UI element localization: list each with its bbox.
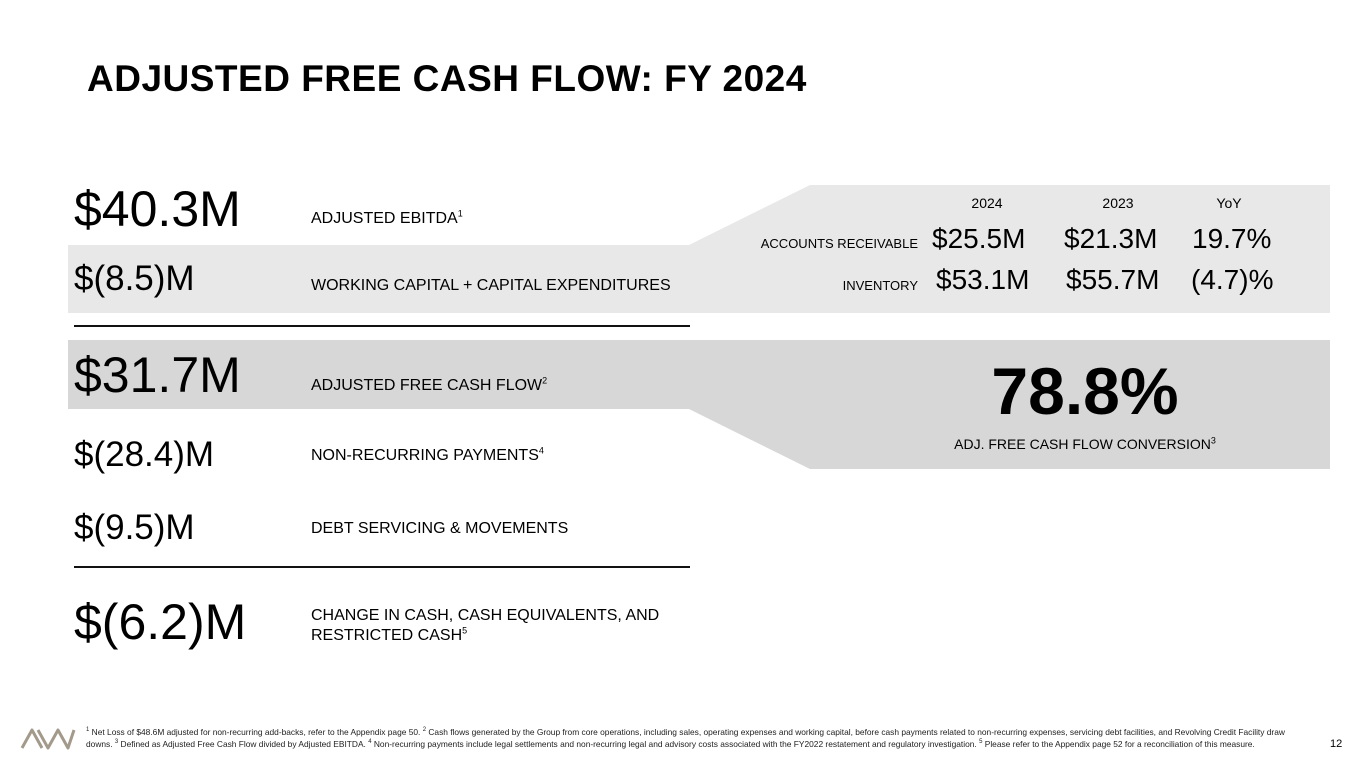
- conversion-percentage: 78.8%: [991, 354, 1179, 428]
- divider-line: [74, 566, 690, 568]
- accounts-receivable-2023: $21.3M: [1064, 223, 1158, 254]
- table-header-yoy: YoY: [1216, 195, 1242, 211]
- non-recurring-payments-label: NON-RECURRING PAYMENTS$^4$: [311, 445, 544, 464]
- accounts-receivable-2024: $25.5M: [932, 223, 1026, 254]
- footnote-text: $^1$ Net Loss of $48.6M adjusted for non-recurring add-backs, refer to the Appendix page 50. $^2$ Cash flows generated by the Group from core operations, including sales, operating expenses and working capital, before cash payments related to non-recurring expenses, servicing debt facilities, and Revolving Credit Facility draw downs. $^3$ Defined as Adjusted Free Cash Flow divided by Adjusted EBITDA. $^4$ Non-recurring payments include legal settlements and non-recurring legal and advisory costs associated with the FY2022 restatement and regulatory investigation. $^5$ Please refer to the Appendix page 52 for a reconciliation of this measure.: [86, 727, 1285, 749]
- adjusted-free-cash-flow-label: ADJUSTED FREE CASH FLOW$^2$: [311, 375, 548, 394]
- page-number: 12: [1330, 738, 1343, 750]
- inventory-2023: $55.7M: [1066, 264, 1160, 295]
- adjusted-ebitda-label: ADJUSTED EBITDA$^1$: [311, 208, 463, 227]
- inventory-label: INVENTORY: [842, 278, 918, 293]
- change-in-cash-value: $(6.2)M: [74, 594, 247, 650]
- accounts-receivable-label: ACCOUNTS RECEIVABLE: [760, 236, 918, 251]
- company-logo-icon: [20, 726, 76, 752]
- working-capital-value: $(8.5)M: [74, 259, 195, 298]
- debt-servicing-value: $(9.5)M: [74, 508, 195, 547]
- non-recurring-payments-value: $(28.4)M: [74, 435, 215, 474]
- accounts-receivable-yoy: 19.7%: [1192, 223, 1272, 254]
- adjusted-ebitda-value: $40.3M: [74, 181, 241, 237]
- change-in-cash-label: CHANGE IN CASH, CASH EQUIVALENTS, AND RESTRICTED CASH$^5$: [311, 607, 660, 644]
- table-header-2023: 2023: [1102, 195, 1134, 211]
- inventory-yoy: (4.7)%: [1191, 264, 1274, 295]
- divider-line: [74, 325, 690, 327]
- conversion-label: ADJ. FREE CASH FLOW CONVERSION$^3$: [954, 435, 1216, 452]
- page-title: ADJUSTED FREE CASH FLOW: FY 2024: [87, 58, 807, 99]
- debt-servicing-label: DEBT SERVICING & MOVEMENTS: [311, 520, 569, 537]
- inventory-2024: $53.1M: [936, 264, 1030, 295]
- table-header-2024: 2024: [971, 195, 1003, 211]
- working-capital-label: WORKING CAPITAL + CAPITAL EXPENDITURES: [311, 277, 671, 294]
- adjusted-free-cash-flow-value: $31.7M: [74, 347, 241, 403]
